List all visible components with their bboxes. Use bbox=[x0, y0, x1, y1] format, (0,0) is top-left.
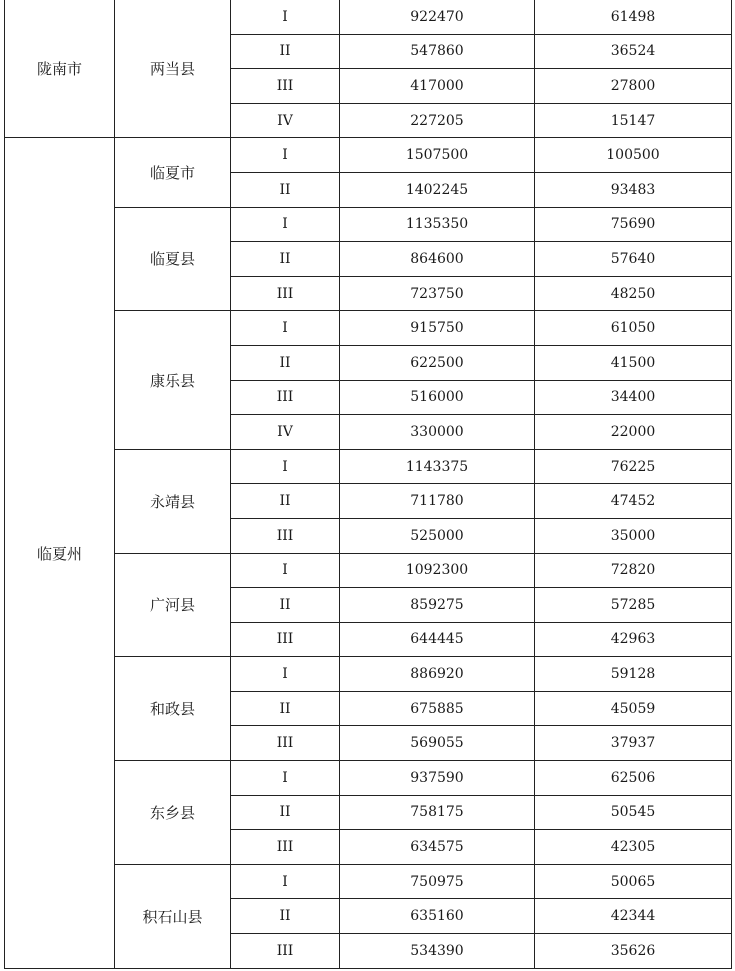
grade-cell: II bbox=[231, 588, 340, 623]
grade-cell: II bbox=[231, 34, 340, 69]
table-row bbox=[5, 761, 732, 796]
value-2-cell: 42344 bbox=[535, 899, 732, 934]
table-row bbox=[5, 138, 732, 173]
value-1-cell: 634575 bbox=[340, 830, 535, 865]
grade-cell: II bbox=[231, 172, 340, 207]
table-body bbox=[5, 0, 732, 968]
value-2-cell: 47452 bbox=[535, 484, 732, 519]
grade-cell: II bbox=[231, 899, 340, 934]
value-1-cell: 675885 bbox=[340, 691, 535, 726]
value-1-cell: 1143375 bbox=[340, 449, 535, 484]
grade-cell: II bbox=[231, 691, 340, 726]
value-2-cell: 48250 bbox=[535, 276, 732, 311]
value-2-cell: 15147 bbox=[535, 103, 732, 138]
land-price-table bbox=[4, 0, 732, 969]
value-1-cell: 516000 bbox=[340, 380, 535, 415]
grade-cell: I bbox=[231, 311, 340, 346]
value-2-cell: 50065 bbox=[535, 864, 732, 899]
grade-cell: IV bbox=[231, 415, 340, 450]
value-2-cell: 61498 bbox=[535, 0, 732, 34]
grade-cell: IV bbox=[231, 103, 340, 138]
value-1-cell: 622500 bbox=[340, 345, 535, 380]
value-1-cell: 417000 bbox=[340, 69, 535, 104]
value-1-cell: 723750 bbox=[340, 276, 535, 311]
value-1-cell: 547860 bbox=[340, 34, 535, 69]
county-name-cell: 积石山县 bbox=[115, 864, 231, 968]
grade-cell: I bbox=[231, 657, 340, 692]
value-2-cell: 100500 bbox=[535, 138, 732, 173]
value-1-cell: 227205 bbox=[340, 103, 535, 138]
value-1-cell: 644445 bbox=[340, 622, 535, 657]
county-name-cell: 广河县 bbox=[115, 553, 231, 657]
grade-cell: I bbox=[231, 0, 340, 34]
county-name-cell: 康乐县 bbox=[115, 311, 231, 449]
value-1-cell: 758175 bbox=[340, 795, 535, 830]
table-row bbox=[5, 657, 732, 692]
grade-cell: III bbox=[231, 518, 340, 553]
value-2-cell: 57640 bbox=[535, 242, 732, 277]
grade-cell: II bbox=[231, 242, 340, 277]
value-1-cell: 1402245 bbox=[340, 172, 535, 207]
county-name-cell: 临夏市 bbox=[115, 138, 231, 207]
county-name-cell: 和政县 bbox=[115, 657, 231, 761]
grade-cell: III bbox=[231, 276, 340, 311]
table-row bbox=[5, 449, 732, 484]
value-1-cell: 859275 bbox=[340, 588, 535, 623]
value-1-cell: 1135350 bbox=[340, 207, 535, 242]
value-2-cell: 57285 bbox=[535, 588, 732, 623]
value-2-cell: 50545 bbox=[535, 795, 732, 830]
value-1-cell: 915750 bbox=[340, 311, 535, 346]
table-row bbox=[5, 0, 732, 34]
grade-cell: I bbox=[231, 864, 340, 899]
value-1-cell: 330000 bbox=[340, 415, 535, 450]
grade-cell: III bbox=[231, 726, 340, 761]
value-1-cell: 864600 bbox=[340, 242, 535, 277]
value-1-cell: 711780 bbox=[340, 484, 535, 519]
table-row bbox=[5, 864, 732, 899]
table-row bbox=[5, 553, 732, 588]
grade-cell: I bbox=[231, 449, 340, 484]
county-name-cell: 东乡县 bbox=[115, 761, 231, 865]
region-name-cell: 陇南市 bbox=[5, 0, 115, 138]
table-row bbox=[5, 311, 732, 346]
region-name-cell: 临夏州 bbox=[5, 138, 115, 968]
value-1-cell: 534390 bbox=[340, 934, 535, 969]
value-1-cell: 922470 bbox=[340, 0, 535, 34]
grade-cell: II bbox=[231, 484, 340, 519]
value-2-cell: 45059 bbox=[535, 691, 732, 726]
value-2-cell: 35626 bbox=[535, 934, 732, 969]
value-2-cell: 93483 bbox=[535, 172, 732, 207]
value-1-cell: 569055 bbox=[340, 726, 535, 761]
value-1-cell: 886920 bbox=[340, 657, 535, 692]
grade-cell: I bbox=[231, 761, 340, 796]
value-2-cell: 27800 bbox=[535, 69, 732, 104]
grade-cell: III bbox=[231, 69, 340, 104]
county-name-cell: 临夏县 bbox=[115, 207, 231, 311]
value-2-cell: 36524 bbox=[535, 34, 732, 69]
grade-cell: I bbox=[231, 138, 340, 173]
grade-cell: III bbox=[231, 622, 340, 657]
value-2-cell: 59128 bbox=[535, 657, 732, 692]
value-2-cell: 61050 bbox=[535, 311, 732, 346]
value-2-cell: 76225 bbox=[535, 449, 732, 484]
value-1-cell: 937590 bbox=[340, 761, 535, 796]
value-2-cell: 42963 bbox=[535, 622, 732, 657]
value-1-cell: 1507500 bbox=[340, 138, 535, 173]
value-2-cell: 72820 bbox=[535, 553, 732, 588]
value-2-cell: 22000 bbox=[535, 415, 732, 450]
value-2-cell: 35000 bbox=[535, 518, 732, 553]
county-name-cell: 永靖县 bbox=[115, 449, 231, 553]
value-1-cell: 1092300 bbox=[340, 553, 535, 588]
county-name-cell: 两当县 bbox=[115, 0, 231, 138]
value-1-cell: 635160 bbox=[340, 899, 535, 934]
grade-cell: I bbox=[231, 207, 340, 242]
grade-cell: III bbox=[231, 934, 340, 969]
grade-cell: II bbox=[231, 795, 340, 830]
grade-cell: III bbox=[231, 830, 340, 865]
value-2-cell: 42305 bbox=[535, 830, 732, 865]
grade-cell: I bbox=[231, 553, 340, 588]
table-row bbox=[5, 207, 732, 242]
value-2-cell: 75690 bbox=[535, 207, 732, 242]
value-1-cell: 525000 bbox=[340, 518, 535, 553]
value-2-cell: 62506 bbox=[535, 761, 732, 796]
value-2-cell: 37937 bbox=[535, 726, 732, 761]
value-2-cell: 34400 bbox=[535, 380, 732, 415]
value-1-cell: 750975 bbox=[340, 864, 535, 899]
grade-cell: II bbox=[231, 345, 340, 380]
value-2-cell: 41500 bbox=[535, 345, 732, 380]
grade-cell: III bbox=[231, 380, 340, 415]
